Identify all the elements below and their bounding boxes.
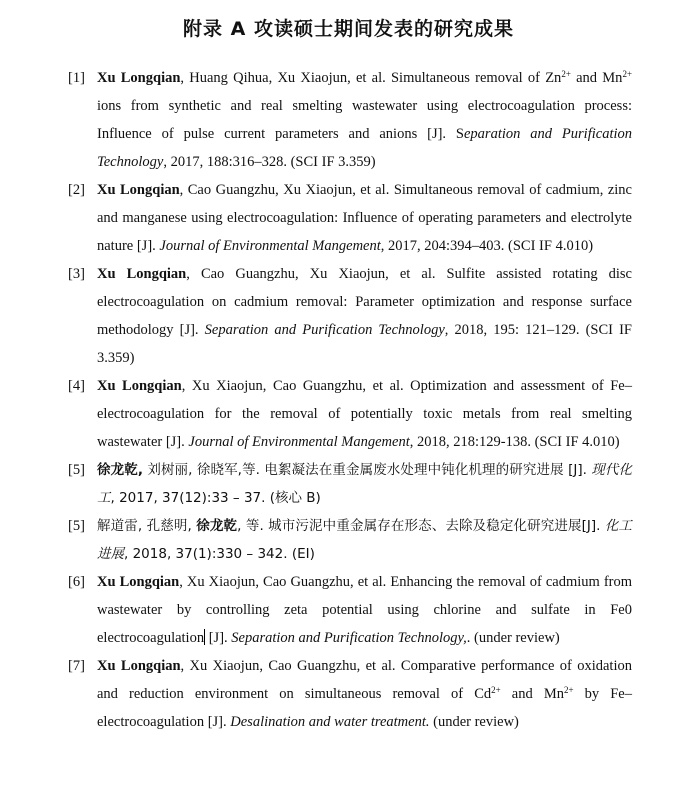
reference-text: [97, 652, 632, 736]
reference-item-1: [0, 64, 697, 176]
reference-journal: Separation and Purification Technology,: [231, 630, 467, 646]
reference-tail: , 2017, 188:316–328. (SCI IF 3.359): [163, 154, 376, 170]
reference-text-rest: 刘树丽, 徐晓军,等. 电絮凝法在重金属废水处理中钝化机理的研究进展 [J].: [142, 462, 592, 478]
reference-item-7: [0, 652, 697, 736]
reference-journal: 化工进展: [97, 518, 633, 562]
reference-text-rest: , Xu Xiaojun, Cao Guangzhu, et al. Optimization and assessment of Fe–electrocoagulation for the removal of potentially toxic metals from real smelting wastewater [J].: [97, 378, 632, 450]
reference-coauthors: 解道雷, 孔慈明,: [97, 518, 197, 534]
reference-text: [97, 64, 632, 176]
superscript-charge: 2+: [491, 685, 501, 695]
reference-text-mid: and Mn: [570, 70, 623, 86]
reference-author: Xu Longqian: [97, 574, 180, 590]
reference-text: [97, 512, 632, 568]
reference-text: [97, 260, 632, 372]
reference-text-mid: and Mn: [500, 686, 564, 702]
reference-text-rest-b: [J].: [205, 630, 232, 646]
appendix-title: 附录 A 攻读硕士期间发表的研究成果: [183, 18, 514, 40]
reference-journal: eparation and Purification Technology: [97, 126, 632, 170]
reference-item-3: [0, 260, 697, 372]
reference-journal: Journal of Environmental Mangement: [188, 434, 410, 450]
reference-text: [97, 372, 632, 456]
reference-item-5a: [0, 456, 697, 512]
superscript-charge: 2+: [563, 685, 574, 695]
reference-number: [3]: [68, 266, 85, 282]
reference-author: 徐龙乾: [196, 518, 238, 534]
reference-tail: (under review): [429, 714, 519, 730]
reference-author: Xu Longqian: [97, 182, 180, 198]
reference-text: [97, 456, 632, 512]
reference-number: [4]: [68, 378, 85, 394]
reference-text-rest: , Cao Guangzhu, Xu Xiaojun, et al. Simultaneous removal of cadmium, zinc and manganese using electrocoagulation: Influence of operating parameters and electrolyte nature [J].: [97, 182, 632, 254]
reference-author: Xu Longqian: [97, 70, 181, 86]
reference-number: [2]: [68, 182, 85, 198]
reference-tail: . (under review): [466, 630, 560, 646]
superscript-charge: 2+: [561, 69, 571, 79]
reference-item-2: [0, 176, 697, 260]
reference-journal: Separation and Purification Technology: [204, 322, 445, 338]
reference-list: [0, 64, 697, 736]
reference-text-rest: by Fe–electrocoagulation [J].: [97, 686, 632, 730]
reference-tail: , 2017, 204:394–403. (SCI IF 4.010): [380, 238, 594, 254]
reference-number: [6]: [68, 574, 85, 590]
reference-text-rest: , 等. 城市污泥中重金属存在形态、去除及稳定化研究进展[J].: [237, 518, 605, 534]
reference-number: [5]: [68, 462, 85, 478]
reference-tail: , 2017, 37(12):33 – 37. (核心 B): [110, 490, 321, 506]
reference-author: Xu Longqian: [97, 658, 181, 674]
reference-author: Xu Longqian: [97, 378, 182, 394]
reference-number: [5]: [68, 518, 85, 534]
reference-author: 徐龙乾,: [97, 462, 143, 478]
superscript-charge: 2+: [622, 69, 633, 79]
reference-number: [7]: [68, 658, 85, 674]
reference-authors-rest: , Huang Qihua, Xu Xiaojun, et al. Simultaneous removal of Zn: [180, 70, 562, 86]
reference-item-5b: [0, 512, 697, 568]
reference-number: [1]: [68, 70, 85, 86]
reference-tail: , 2018, 195: 121–129. (SCI IF 3.359): [97, 322, 632, 366]
reference-tail: , 2018, 37(1):330 – 342. (EI): [124, 546, 315, 562]
reference-text-rest: , Cao Guangzhu, Xu Xiaojun, et al. Sulfite assisted rotating disc electrocoagulation on cadmium removal: Parameter optimization and response surface methodology [J].: [97, 266, 632, 338]
reference-journal: Desalination and water treatment.: [230, 714, 430, 730]
reference-item-4: [0, 372, 697, 456]
reference-author: Xu Longqian: [97, 266, 187, 282]
reference-text-rest: , Xu Xiaojun, Cao Guangzhu, et al. Enhancing the removal of cadmium from wastewater by controlling zeta potential using chlorine and sulfate in Fe0 electrocoagulation: [97, 574, 633, 646]
reference-text: [97, 176, 632, 260]
reference-authors-rest: , Xu Xiaojun, Cao Guangzhu, et al. Comparative performance of oxidation and reduction environment on simultaneous removal of Cd: [97, 658, 632, 702]
reference-text-rest: ions from synthetic and real smelting wastewater using electrocoagulation process: Influence of pulse current parameters and anions [J]. S: [97, 98, 632, 142]
reference-tail: , 2018, 218:129-138. (SCI IF 4.010): [409, 434, 620, 450]
reference-journal: Journal of Environmental Mangement: [159, 238, 381, 254]
reference-text: [97, 568, 632, 652]
reference-item-6: [0, 568, 697, 652]
reference-journal: 现代化工: [97, 462, 632, 506]
